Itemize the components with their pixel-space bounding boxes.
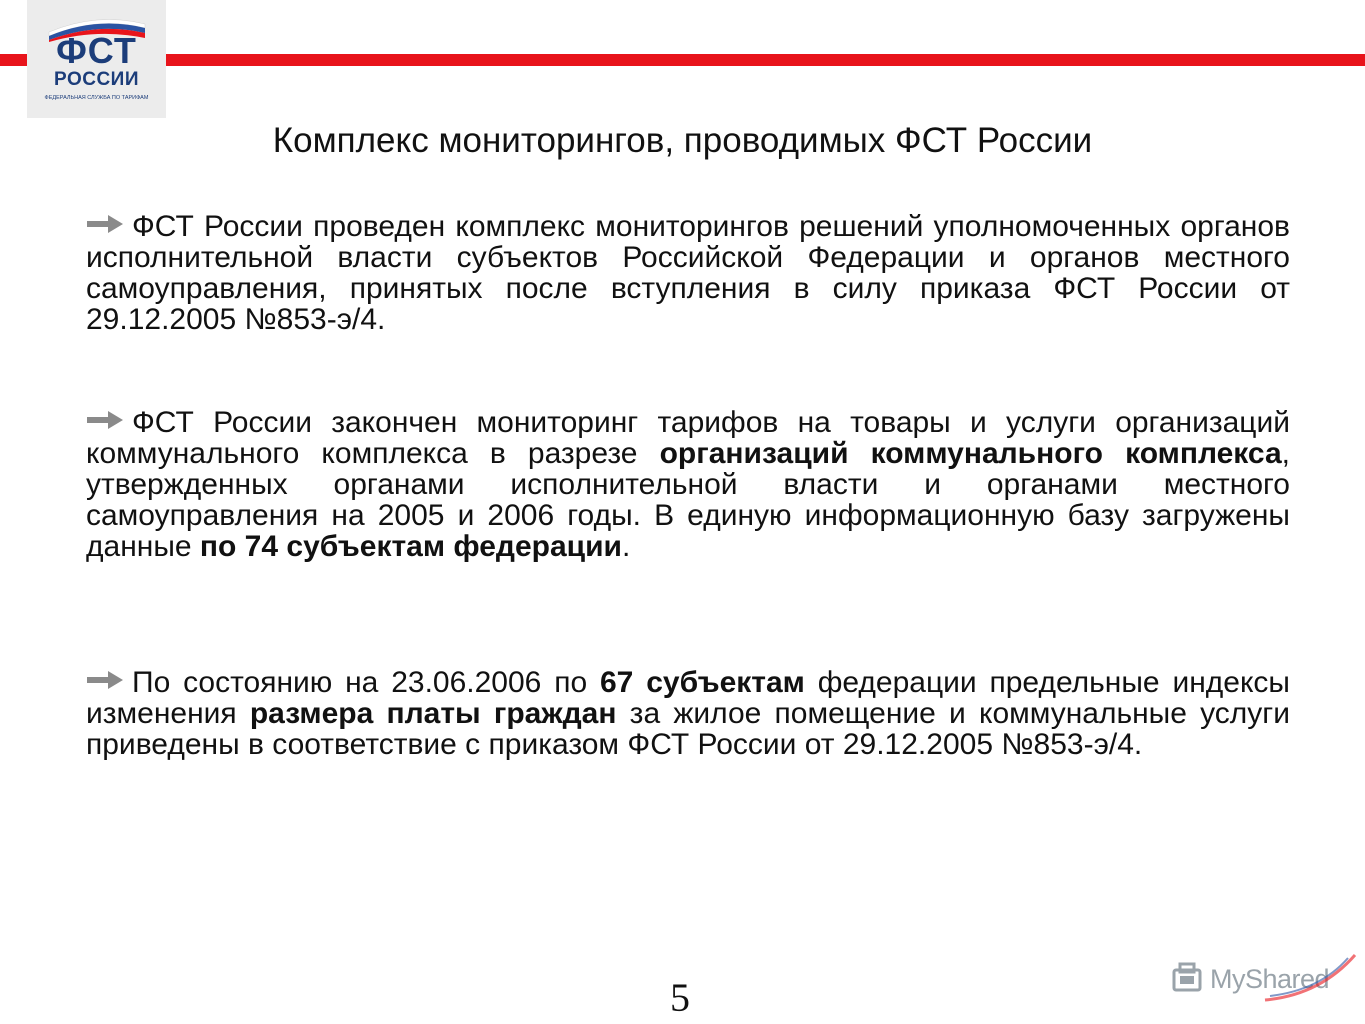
arrow-right-icon [86, 214, 126, 236]
watermark [1170, 950, 1360, 1010]
text-run: По состоянию на 23.06.2006 по [132, 666, 600, 699]
arrow-right-icon [86, 670, 126, 692]
bold-text-run: по 74 субъектам федерации [199, 530, 622, 563]
bold-text-run: размера платы граждан [249, 697, 617, 730]
paragraph-1 [86, 211, 1290, 335]
text-run: , утвержденных органами исполнительной власти и органами местного самоуправления на 2005 и 2006 годы. В единую информационную базу загружены данные [86, 437, 1290, 563]
bold-text-run: организаций коммунального комплекса [659, 437, 1282, 470]
paragraph-2 [86, 407, 1290, 562]
text-run: . [621, 530, 631, 563]
page-number: 5 [670, 975, 690, 1020]
logo-subtitle: ФЕДЕРАЛЬНАЯ СЛУЖБА ПО ТАРИФАМ [44, 95, 149, 101]
bold-text-run: 67 субъектам [599, 666, 805, 699]
header-red-bar-right [166, 54, 1365, 66]
text-run: ФСТ России проведен комплекс мониторингов решений уполномоченных органов исполнительной власти субъектов Российской Федерации и органов местного самоуправления, принятых после вступления в силу приказа ФСТ России от 29.12.2005 №853-э/4. [86, 210, 1290, 336]
arrow-right-icon [86, 410, 126, 432]
paragraph-3 [86, 667, 1290, 760]
watermark-swoosh-icon [1170, 950, 1360, 1010]
text-run: за жилое помещение и коммунальные услуги приведены в соответствие с приказом ФСТ России от 29.12.2005 №853-э/4. [86, 697, 1290, 761]
logo-country: РОССИИ [54, 69, 139, 90]
watermark-text: MyShared [1210, 964, 1330, 994]
page-title: Комплекс мониторингов, проводимых ФСТ России [272, 121, 1093, 160]
logo-name: ФСТ [56, 30, 137, 71]
fst-logo [27, 0, 166, 118]
text-run: федерации предельные индексы изменения [86, 666, 1290, 730]
header-red-bar-left [0, 54, 28, 66]
text-run: ФСТ России закончен мониторинг тарифов на товары и услуги организаций коммунального комплекса в разрезе [86, 406, 1290, 470]
